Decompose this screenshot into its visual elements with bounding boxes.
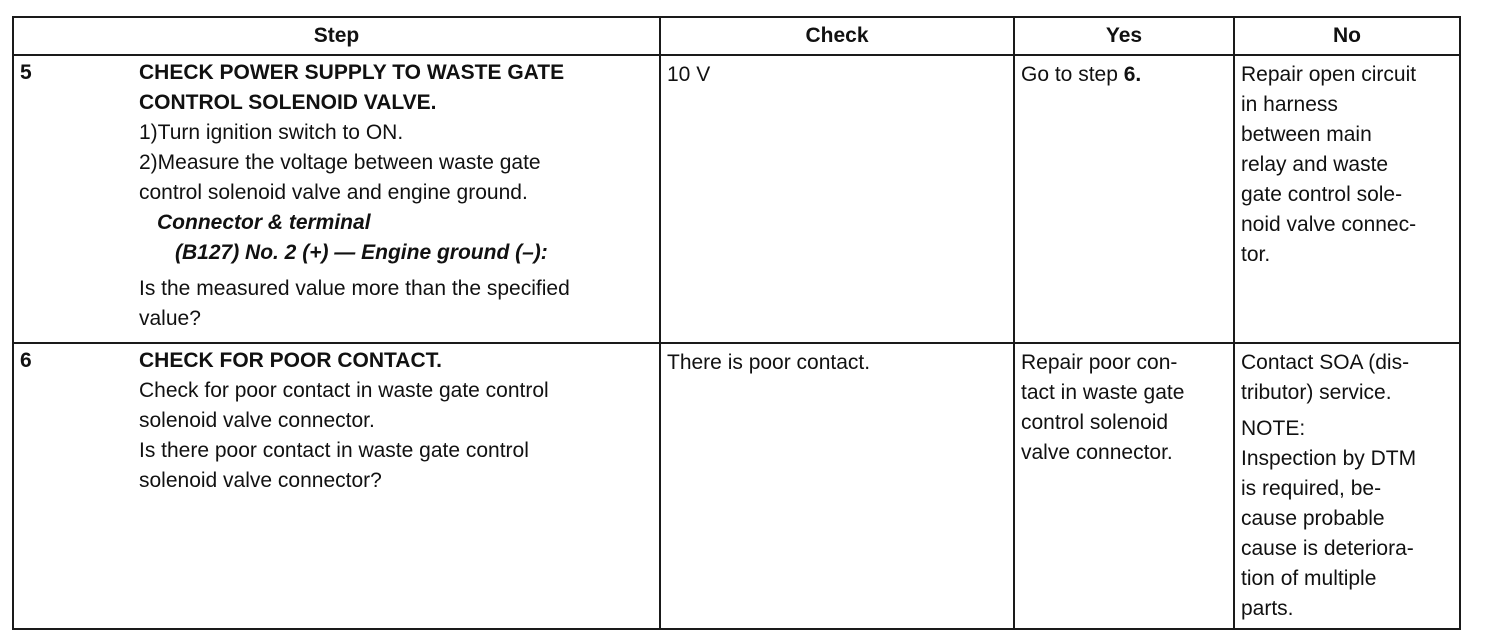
step-cell bbox=[13, 55, 660, 343]
yes-line: tact in waste gate bbox=[1021, 381, 1185, 404]
step-title-line: CONTROL SOLENOID VALVE. bbox=[139, 91, 437, 114]
no-action bbox=[1235, 56, 1459, 274]
yes-action bbox=[1015, 344, 1233, 472]
yes-step-ref: 6. bbox=[1123, 63, 1142, 86]
yes-cell bbox=[1014, 55, 1234, 343]
connector-label: Connector & terminal bbox=[157, 211, 371, 234]
check-value: There is poor contact. bbox=[667, 351, 871, 374]
step-title-line: CHECK POWER SUPPLY TO WASTE GATE bbox=[139, 61, 565, 84]
no-line: gate control sole- bbox=[1241, 183, 1403, 206]
note-line: cause is deteriora- bbox=[1241, 537, 1414, 560]
question-line: Is the measured value more than the specified bbox=[139, 277, 570, 300]
table-row bbox=[13, 343, 1460, 629]
note-label: NOTE: bbox=[1241, 417, 1306, 440]
no-line: Contact SOA (dis- bbox=[1241, 351, 1410, 374]
table-row bbox=[13, 55, 1460, 343]
step-number: 5 bbox=[20, 61, 32, 84]
note-line: is required, be- bbox=[1241, 477, 1382, 500]
instruction-line: 2)Measure the voltage between waste gate bbox=[139, 151, 541, 174]
yes-line: valve connector. bbox=[1021, 441, 1173, 464]
no-action bbox=[1235, 344, 1459, 628]
no-cell bbox=[1234, 343, 1460, 629]
step-cell bbox=[13, 343, 660, 629]
yes-line: control solenoid bbox=[1021, 411, 1169, 434]
check-cell bbox=[660, 55, 1014, 343]
question-line: value? bbox=[139, 307, 201, 330]
header-no: No bbox=[1234, 17, 1460, 55]
instruction-line: solenoid valve connector. bbox=[139, 409, 375, 432]
step-number: 6 bbox=[20, 349, 32, 372]
no-line: between main bbox=[1241, 123, 1372, 146]
connector-terminals: (B127) No. 2 (+) — Engine ground (–): bbox=[175, 241, 548, 264]
check-value: 10 V bbox=[667, 63, 711, 86]
instruction-line: Is there poor contact in waste gate control bbox=[139, 439, 529, 462]
instruction-line: Check for poor contact in waste gate control bbox=[139, 379, 549, 402]
note-line: parts. bbox=[1241, 597, 1294, 620]
instruction-line: 1)Turn ignition switch to ON. bbox=[139, 121, 404, 144]
diagnostic-table bbox=[12, 16, 1461, 630]
note-line: tion of multiple bbox=[1241, 567, 1377, 590]
no-cell bbox=[1234, 55, 1460, 343]
header-check: Check bbox=[660, 17, 1014, 55]
instruction-line: solenoid valve connector? bbox=[139, 469, 382, 492]
no-line: Repair open circuit bbox=[1241, 63, 1417, 86]
header-step: Step bbox=[13, 17, 660, 55]
note-line: cause probable bbox=[1241, 507, 1385, 530]
yes-prefix: Go to step bbox=[1021, 63, 1124, 86]
yes-action bbox=[1015, 56, 1233, 94]
instruction-line: control solenoid valve and engine ground. bbox=[139, 181, 528, 204]
header-yes: Yes bbox=[1014, 17, 1234, 55]
no-line: in harness bbox=[1241, 93, 1338, 116]
check-cell bbox=[660, 343, 1014, 629]
yes-cell bbox=[1014, 343, 1234, 629]
note-line: Inspection by DTM bbox=[1241, 447, 1417, 470]
yes-line: Repair poor con- bbox=[1021, 351, 1178, 374]
step-title-line: CHECK FOR POOR CONTACT. bbox=[139, 349, 442, 372]
no-line: tributor) service. bbox=[1241, 381, 1392, 404]
no-line: tor. bbox=[1241, 243, 1271, 266]
header-row bbox=[13, 17, 1460, 55]
no-line: noid valve connec- bbox=[1241, 213, 1417, 236]
no-line: relay and waste bbox=[1241, 153, 1389, 176]
